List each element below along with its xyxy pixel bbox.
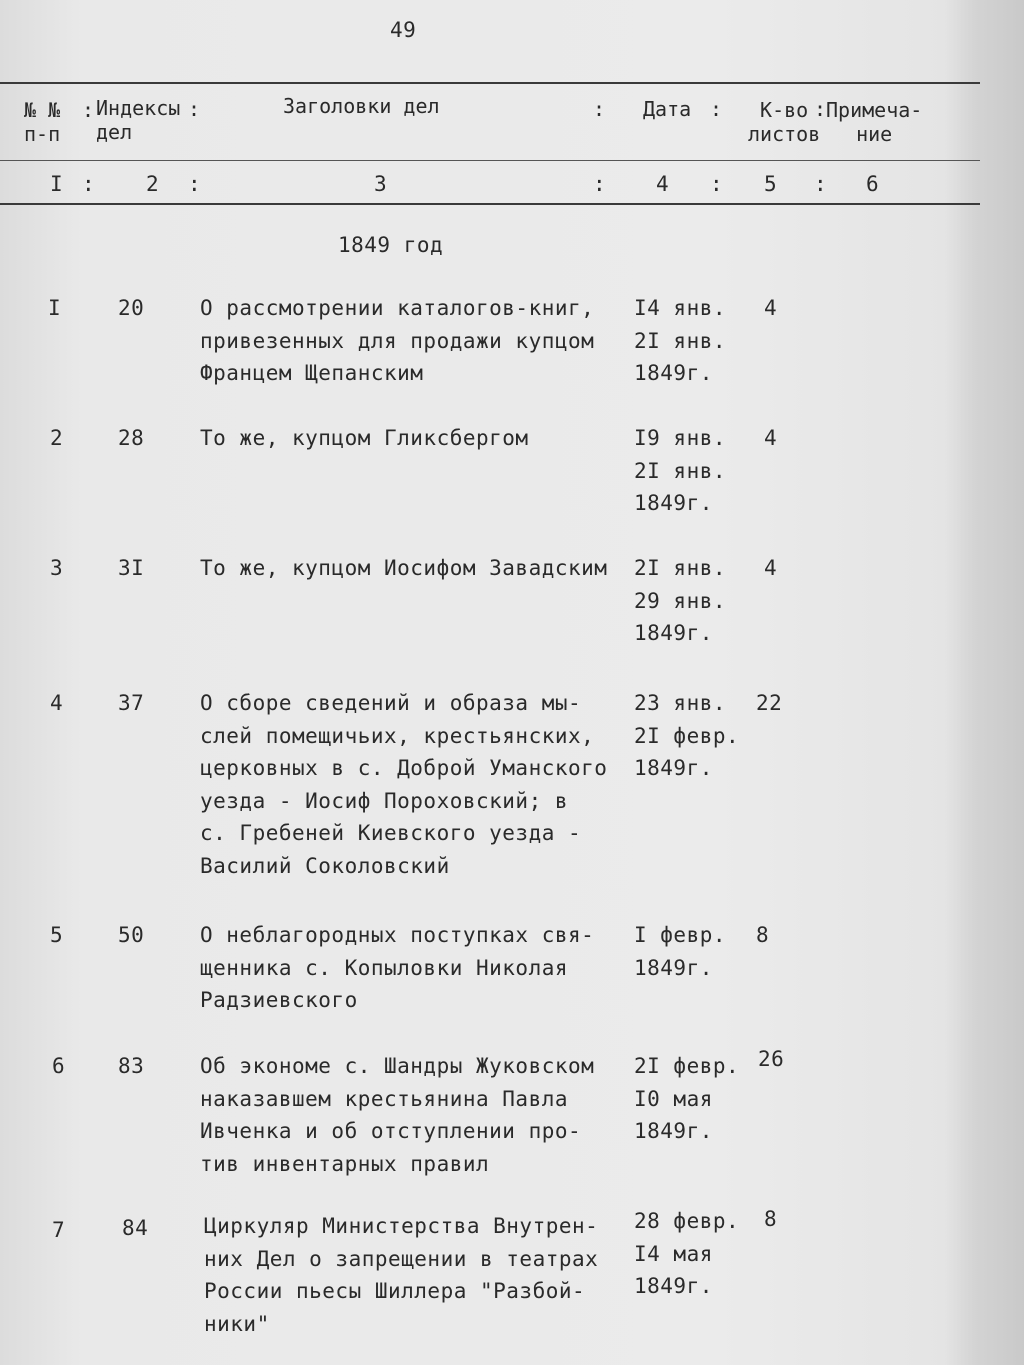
colnum-sep-5: : [814, 172, 828, 196]
colnum-sep-4: : [710, 172, 724, 196]
row-date: 2I февр. I0 мая 1849г. [634, 1054, 740, 1143]
row-date: I4 янв. 2I янв. 1849г. [634, 296, 727, 385]
row-number: 7 [52, 1218, 66, 1242]
row-index: 28 [118, 426, 145, 450]
header-col-index: Индексы дел [96, 96, 181, 144]
page-number: 49 [390, 18, 417, 42]
colnum-3: 3 [374, 172, 388, 196]
row-title: Об экономе с. Шандры Жуковском наказавшем крестьянина Павла Ивченка и об отступлении про- тив инвентарных правил [200, 1054, 595, 1176]
colnum-sep-3: : [593, 172, 607, 196]
row-sheets: 8 [764, 1207, 778, 1231]
header-top-rule [0, 82, 980, 84]
row-index: 84 [122, 1216, 149, 1240]
header-col-sep-3: : [593, 97, 606, 121]
colnum-sep-1: : [82, 172, 96, 196]
colnum-5: 5 [764, 172, 778, 196]
header-col-notes: Примеча- ние [826, 98, 923, 146]
row-index: 83 [118, 1054, 145, 1078]
row-sheets: 4 [764, 556, 778, 580]
row-number: 2 [50, 426, 64, 450]
header-bottom-rule [0, 203, 980, 205]
row-title: Циркуляр Министерства Внутрен- них Дел о запрещении в театрах России пьесы Шиллера "Разбой- ники" [204, 1214, 599, 1336]
header-middle-rule [0, 160, 980, 161]
header-col-number: № № п-п [24, 98, 61, 146]
row-sheets: 26 [758, 1047, 785, 1071]
row-index: 20 [118, 296, 145, 320]
row-number: 3 [50, 556, 64, 580]
row-sheets: 8 [756, 923, 770, 947]
row-date: I февр. 1849г. [634, 923, 727, 980]
row-index: 50 [118, 923, 145, 947]
header-col-sep-4: : [710, 97, 723, 121]
row-sheets: 22 [756, 691, 783, 715]
row-date: I9 янв. 2I янв. 1849г. [634, 426, 727, 515]
header-col-sep-5: : [814, 97, 827, 121]
row-index: 37 [118, 691, 145, 715]
header-col-title: Заголовки дел [283, 94, 440, 118]
header-col-date: Дата [643, 97, 692, 121]
row-number: I [48, 296, 62, 320]
row-title: То же, купцом Гликсбергом [200, 426, 529, 450]
header-col-sep-1: : [82, 98, 95, 122]
colnum-1: I [50, 172, 64, 196]
colnum-2: 2 [146, 172, 160, 196]
row-title: О рассмотрении каталогов-книг, привезенных для продажи купцом Францем Щепанским [200, 296, 595, 385]
header-col-sheets: К-во листов [748, 98, 821, 146]
row-title: То же, купцом Иосифом Завадским [200, 556, 608, 580]
row-sheets: 4 [764, 296, 778, 320]
row-index: 3I [118, 556, 145, 580]
row-date: 28 февр. I4 мая 1849г. [634, 1209, 740, 1298]
year-heading: 1849 год [338, 233, 444, 257]
row-sheets: 4 [764, 426, 778, 450]
row-date: 23 янв. 2I февр. 1849г. [634, 691, 740, 780]
row-title: О неблагородных поступках свя- щенника с. Копыловки Николая Радзиевского [200, 923, 595, 1012]
colnum-4: 4 [656, 172, 670, 196]
row-date: 2I янв. 29 янв. 1849г. [634, 556, 727, 645]
header-col-sep-2: : [188, 97, 201, 121]
colnum-sep-2: : [188, 172, 202, 196]
colnum-6: 6 [866, 172, 880, 196]
row-number: 5 [50, 923, 64, 947]
row-number: 6 [52, 1054, 66, 1078]
row-number: 4 [50, 691, 64, 715]
row-title: О сборе сведений и образа мы- слей помещичьих, крестьянских, церковных в с. Доброй Уманского уезда - Иосиф Пороховский; в с. Гребеней Киевского уезда - Василий Соколовский [200, 691, 608, 878]
